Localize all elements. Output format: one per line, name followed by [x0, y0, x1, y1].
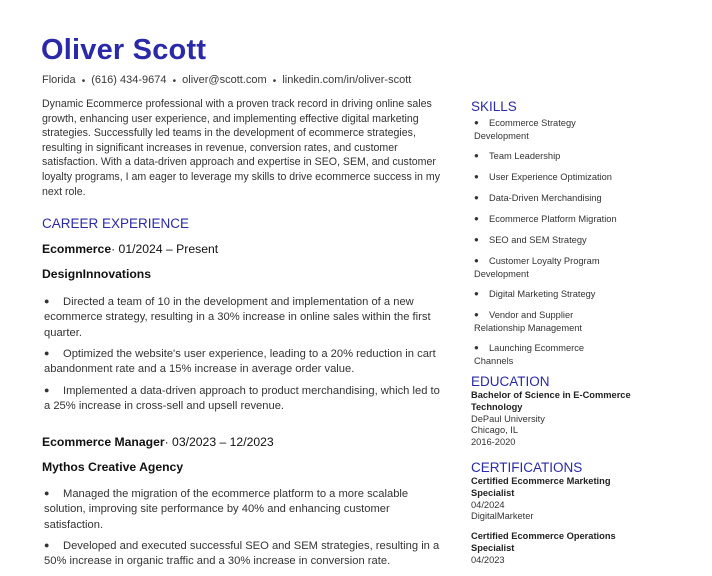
- bullet-dot-icon: ●: [474, 343, 479, 352]
- separator-dot: •: [272, 76, 277, 87]
- skill-item: ● Team Leadership: [474, 151, 561, 161]
- job-bullets: [44, 295, 449, 420]
- job-company: Mythos Creative Agency: [42, 460, 184, 474]
- skills-heading: SKILLS: [471, 99, 517, 114]
- bullet-dot-icon: ●: [474, 235, 479, 244]
- job-role: Ecommerce: [42, 242, 112, 256]
- certification-issuer: DigitalMarketer: [471, 511, 534, 522]
- certifications-section: [471, 459, 631, 567]
- education-section: [471, 373, 631, 449]
- education-heading: EDUCATION: [471, 374, 550, 389]
- skill-item: ● Ecommerce Strategy Development: [474, 118, 576, 141]
- contact-linkedin[interactable]: linkedin.com/in/oliver-scott: [282, 74, 412, 86]
- skill-item: ● Data-Driven Merchandising: [474, 193, 602, 203]
- certification-name: Certified Ecommerce Marketing Specialist: [471, 475, 611, 498]
- bullet-dot-icon: ●: [44, 348, 50, 359]
- contact-location: Florida: [42, 74, 76, 86]
- job-title-line: [42, 241, 218, 257]
- sidebar: [471, 98, 631, 575]
- career-experience-heading: CAREER EXPERIENCE: [42, 216, 190, 231]
- job-bullet: ● Directed a team of 10 in the development and implementation of a new ecommerce strategy, resulting in a 30% increase in online sales within the first quarter.: [44, 296, 431, 339]
- bullet-dot-icon: ●: [44, 540, 50, 551]
- skills-list: [471, 117, 621, 367]
- job-bullet: ● Developed and executed successful SEO and SEM strategies, resulting in a 50% increase in organic traffic and a 30% increase in conversion rate.: [44, 540, 440, 568]
- bullet-dot-icon: ●: [44, 296, 50, 306]
- job-dates: · 01/2024 – Present: [111, 242, 219, 256]
- separator-dot: •: [81, 76, 86, 87]
- education-degree: Bachelor of Science in E-Commerce Technology: [471, 390, 631, 412]
- skill-item: ● Digital Marketing Strategy: [474, 289, 596, 299]
- separator-dot: •: [172, 76, 177, 87]
- certification-item: [471, 476, 631, 523]
- bullet-dot-icon: ●: [474, 118, 479, 127]
- certification-date: 04/2024: [471, 499, 505, 510]
- professional-summary: Dynamic Ecommerce professional with a proven track record in driving online sales growth, enhancing user experience, and implementing effective digital marketing strategies. Successfully led teams in the development of ecommerce strategies, resulting in significant increases in revenue, conversion rates, and customer satisfaction. With a data-driven approach and expertise in SEO, SEM, and customer loyalty programs, I am eager to leverage my skills to drive ecommerce success in my next role.: [42, 98, 440, 198]
- job-bullet: ● Implemented a data-driven approach to product merchandising, which led to a 25% increase in cross-sell and upsell revenue.: [44, 384, 440, 413]
- skill-item: ● SEO and SEM Strategy: [474, 235, 587, 245]
- job-dates: · 03/2023 – 12/2023: [164, 435, 274, 449]
- bullet-dot-icon: ●: [474, 172, 479, 181]
- certification-name: Certified Ecommerce Operations Specialist: [471, 531, 616, 553]
- skill-item: ● Launching Ecommerce Channels: [474, 343, 585, 366]
- bullet-dot-icon: ●: [44, 384, 50, 395]
- skill-item: ● Vendor and Supplier Relationship Management: [474, 310, 583, 333]
- bullet-dot-icon: ●: [474, 256, 479, 265]
- job-bullet: ● Optimized the website's user experience, leading to a 20% reduction in cart abandonment rate and a 15% increase in average order value.: [44, 348, 436, 376]
- bullet-dot-icon: ●: [474, 214, 479, 223]
- contact-email[interactable]: oliver@scott.com: [182, 74, 267, 86]
- job-role: Ecommerce Manager: [42, 435, 165, 449]
- job-title-line: [42, 434, 274, 450]
- skill-item: ● Ecommerce Platform Migration: [474, 214, 617, 224]
- bullet-dot-icon: ●: [44, 488, 50, 498]
- education-school: DePaul University: [471, 413, 545, 424]
- education-years: 2016-2020: [471, 437, 516, 448]
- skill-item: ● Customer Loyalty Program Development: [474, 256, 600, 279]
- certifications-heading: CERTIFICATIONS: [471, 459, 583, 475]
- bullet-dot-icon: ●: [474, 151, 479, 160]
- education-location: Chicago, IL: [471, 425, 519, 436]
- certification-item: [471, 531, 631, 566]
- bullet-dot-icon: ●: [474, 193, 479, 202]
- contact-phone: (616) 434-9674: [91, 74, 167, 86]
- contact-line: [42, 73, 411, 88]
- job-company: DesignInnovations: [42, 267, 152, 281]
- certification-date: 04/2023: [471, 554, 505, 565]
- bullet-dot-icon: ●: [474, 310, 479, 319]
- skill-item: ● User Experience Optimization: [474, 172, 612, 182]
- job-bullets: [44, 487, 449, 576]
- bullet-dot-icon: ●: [474, 289, 479, 298]
- job-bullet: ● Managed the migration of the ecommerce platform to a more scalable solution, improving site performance by 40% and enhancing customer satisfaction.: [44, 488, 409, 531]
- candidate-name: Oliver Scott: [41, 34, 207, 66]
